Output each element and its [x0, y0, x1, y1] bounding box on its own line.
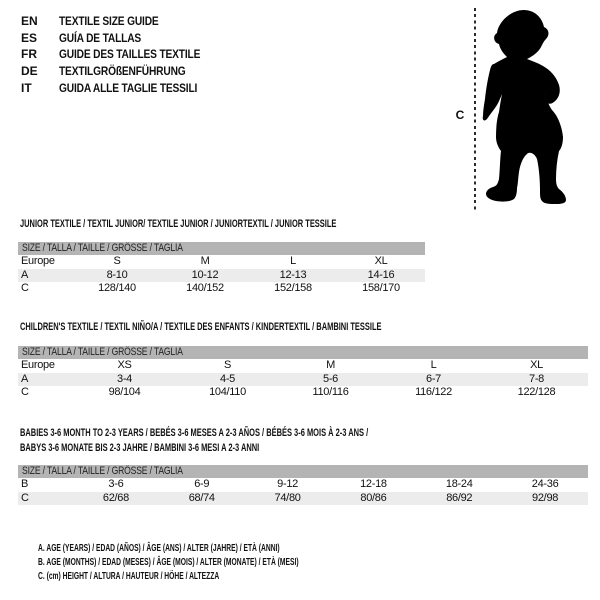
size-value-cell: 116/122 [415, 386, 452, 399]
size-value-cell: 74/80 [245, 492, 331, 506]
babies-table-title: BABIES 3-6 MONTH TO 2-3 YEARS / BEBÉS 3-6 MESES A 2-3 AÑOS / BÉBÉS 3-6 MOIS À 2-3 ANS / BABYS 3-6 MONATE BIS 2-3 JAHRE / BAMBINI 3-6 MESI A 2-3 ANNI [20, 427, 369, 454]
size-value-cell: 6-9 [194, 478, 210, 491]
toddler-silhouette [482, 8, 574, 210]
size-value-cell: S [113, 255, 121, 268]
table-row [18, 373, 588, 387]
size-value-cell: 80/86 [330, 492, 416, 506]
babies-size-table [18, 465, 588, 505]
language-title: GUIDE DES TAILLES TEXTILE [59, 47, 201, 62]
table-row [18, 492, 588, 506]
language-code: IT [21, 80, 32, 95]
language-code: FR [21, 47, 37, 62]
size-table-grid [18, 478, 588, 505]
size-value-cell: 8-10 [73, 269, 161, 283]
row-label-cell: A [18, 269, 73, 283]
language-title: GUÍA DE TALLAS [59, 30, 142, 45]
table-row [18, 359, 588, 373]
language-code: ES [21, 30, 38, 45]
size-value-cell: 3-6 [108, 478, 124, 491]
size-header-bar: SIZE / TALLA / TAILLE / GRÖSSE / TAGLIA [18, 465, 588, 478]
size-value-cell: XL [530, 359, 543, 372]
language-row [21, 13, 225, 30]
language-title: TEXTILGRÖßENFÜHRUNG [59, 64, 186, 79]
size-value-cell: 14-16 [337, 269, 425, 283]
language-row [21, 30, 225, 47]
size-value-cell: 12-13 [249, 269, 337, 283]
size-header-bar: SIZE / TALLA / TAILLE / GRÖSSE / TAGLIA [18, 346, 588, 359]
measure-label-c: C [455, 108, 465, 122]
junior-table-title: JUNIOR TEXTILE / TEXTIL JUNIOR/ TEXTILE JUNIOR / JUNIORTEXTIL / JUNIOR TESSILE [20, 218, 337, 230]
size-value-cell: L [290, 255, 296, 268]
footnote-age-years: A. AGE (YEARS) / EDAD (AÑOS) / ÂGE (ANS) / ALTER (JAHRE) / ETÀ (ANNI) [38, 542, 280, 554]
junior-size-table [18, 242, 425, 296]
size-value-cell: 104/110 [209, 386, 246, 399]
size-value-cell: 18-24 [445, 478, 473, 491]
row-label-cell: C [21, 282, 29, 295]
table-row [18, 386, 588, 400]
size-value-cell: 128/140 [98, 282, 136, 295]
row-label-cell: Europe [21, 359, 55, 372]
table-row [18, 255, 425, 269]
children-table-title: CHILDREN'S TEXTILE / TEXTIL NIÑO/A / TEXTILE DES ENFANTS / KINDERTEXTIL / BAMBINI TESSILE [20, 321, 382, 333]
size-value-cell: 12-18 [360, 478, 387, 491]
size-value-cell: M [200, 255, 210, 268]
size-value-cell: 98/104 [108, 386, 141, 399]
row-label-cell: Europe [21, 255, 55, 268]
size-value-cell: 158/170 [362, 282, 400, 295]
footnotes-block [38, 541, 445, 583]
size-value-cell: 6-7 [382, 373, 485, 387]
size-value-cell: M [326, 359, 335, 372]
size-value-cell: 140/152 [186, 282, 224, 295]
size-value-cell: XS [117, 359, 132, 372]
size-header-bar: SIZE / TALLA / TAILLE / GRÖSSE / TAGLIA [18, 242, 425, 255]
size-value-cell: 62/68 [73, 492, 159, 506]
language-row [21, 46, 225, 63]
language-row [21, 79, 225, 96]
language-title: TEXTILE SIZE GUIDE [59, 14, 159, 29]
table-row [18, 478, 588, 492]
footnote-age-months: B. AGE (MONTHS) / EDAD (MESES) / ÂGE (MOIS) / ALTER (MONATE) / ETÀ (MESI) [38, 556, 299, 568]
footnote-height-cm: C. (cm) HEIGHT / ALTURA / HAUTEUR / HÖHE / ALTEZZA [38, 570, 220, 582]
size-table-grid [18, 359, 588, 400]
language-title-block [21, 13, 225, 96]
row-label-cell: B [21, 478, 29, 491]
size-value-cell: XL [374, 255, 388, 268]
size-value-cell: 86/92 [416, 492, 502, 506]
size-value-cell: 24-36 [531, 478, 559, 491]
language-row [21, 63, 225, 80]
row-label-cell: C [21, 386, 29, 399]
size-value-cell: L [430, 359, 437, 372]
table-row [18, 269, 425, 283]
language-code: EN [21, 14, 38, 29]
language-title: GUIDA ALLE TAGLIE TESSILI [59, 80, 198, 95]
size-value-cell: 10-12 [161, 269, 249, 283]
size-value-cell: S [223, 359, 232, 372]
size-value-cell: 68/74 [159, 492, 245, 506]
size-value-cell: 9-12 [277, 478, 298, 491]
size-value-cell: 4-5 [176, 373, 279, 387]
children-size-table [18, 346, 588, 400]
size-value-cell: 110/116 [312, 386, 349, 399]
language-code: DE [21, 64, 38, 79]
size-value-cell: 122/128 [517, 386, 556, 399]
row-label-cell: C [18, 492, 73, 506]
size-value-cell: 7-8 [485, 373, 588, 387]
size-value-cell: 5-6 [279, 373, 382, 387]
row-label-cell: A [18, 373, 73, 387]
height-measure-dashed-line [474, 8, 476, 211]
size-table-grid [18, 255, 425, 296]
size-value-cell: 152/158 [274, 282, 312, 295]
size-value-cell: 3-4 [73, 373, 176, 387]
table-row [18, 282, 425, 296]
size-value-cell: 92/98 [502, 492, 588, 506]
